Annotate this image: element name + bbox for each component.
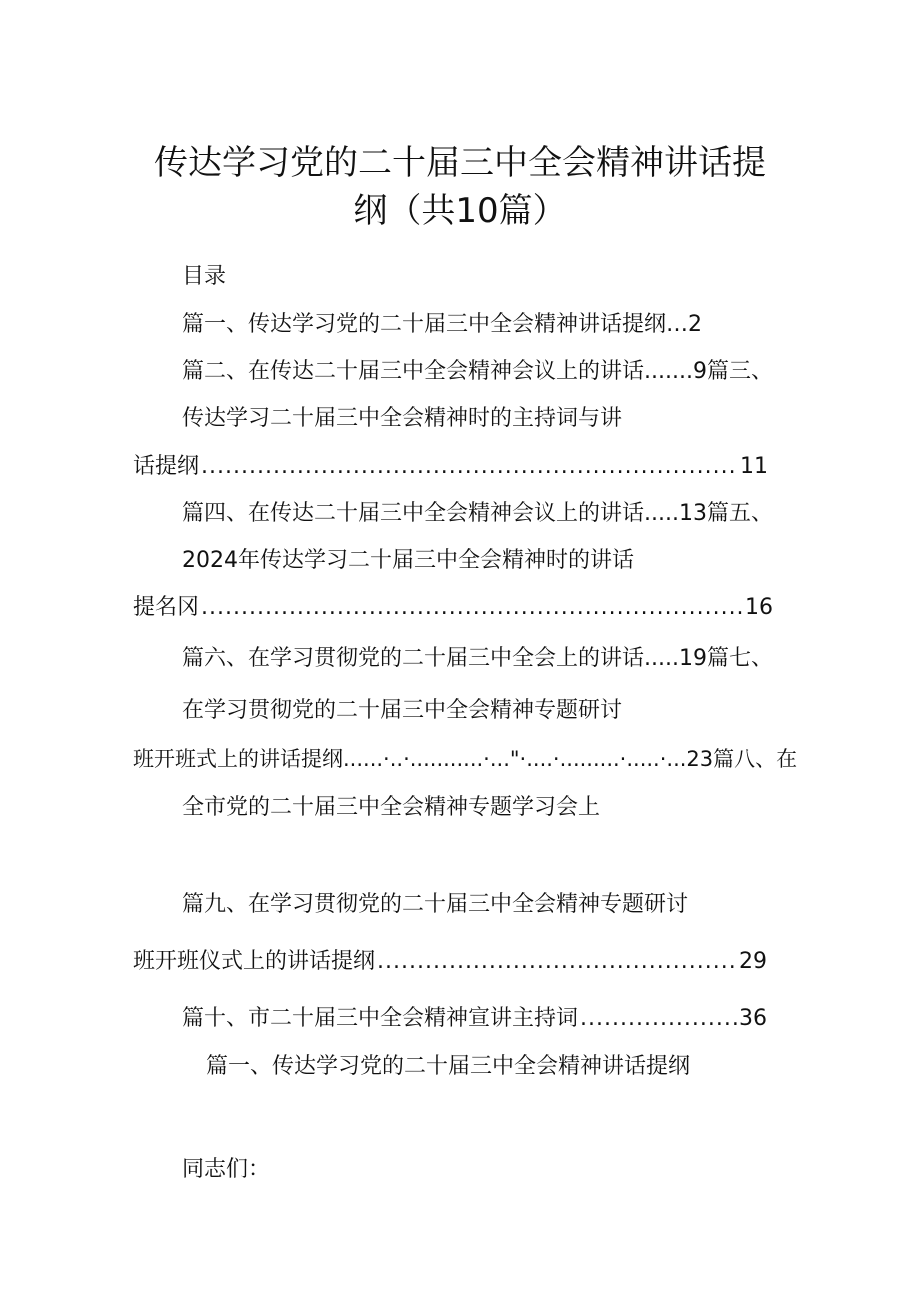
toc-leader-dots bbox=[201, 453, 738, 481]
toc-entry-3-line-2 bbox=[133, 453, 768, 481]
toc-leader-dots bbox=[377, 948, 737, 976]
toc-entry-5-line-1: 2024年传达学习二十届三中全会精神时的讲话 bbox=[182, 548, 634, 573]
toc-entry-3-line-1: 传达学习二十届三中全会精神时的主持词与讲 bbox=[182, 406, 623, 431]
toc-entry-7-line-2: 班开班式上的讲话提纲......·..·...........·..."·....·.........·.....·...23篇八、在 bbox=[133, 747, 798, 771]
toc-entry-9-line-2 bbox=[133, 948, 767, 976]
salutation: 同志们： bbox=[182, 1157, 271, 1182]
toc-entry-10-text: 篇十、市二十届三中全会精神宣讲主持词 bbox=[182, 1006, 579, 1031]
toc-entry-4: 篇四、在传达二十届三中全会精神会议上的讲话.....13篇五、 bbox=[182, 501, 773, 526]
toc-entry-9-text: 班开班仪式上的讲话提纲 bbox=[133, 949, 376, 974]
section-title: 篇一、传达学习党的二十届三中全会精神讲话提纲 bbox=[206, 1054, 691, 1079]
toc-entry-8-line-1: 全市党的二十届三中全会精神专题学习会上 bbox=[182, 795, 601, 820]
toc-entry-6: 篇六、在学习贯彻党的二十届三中全会上的讲话.....19篇七、 bbox=[182, 646, 773, 671]
toc-leader-dots bbox=[580, 1005, 737, 1033]
toc-heading: 目录 bbox=[182, 264, 227, 289]
toc-leader-dots bbox=[201, 594, 743, 622]
toc-entry-2: 篇二、在传达二十届三中全会精神会议上的讲话.......9篇三、 bbox=[182, 359, 773, 384]
toc-entry-10-page: 36 bbox=[739, 1006, 767, 1031]
toc-entry-5-line-2 bbox=[133, 594, 773, 622]
toc-entry-9-line-1: 篇九、在学习贯彻党的二十届三中全会精神专题研讨 bbox=[182, 892, 689, 917]
document-title-line-2: 纲（共10篇） bbox=[353, 191, 567, 231]
toc-entry-10 bbox=[182, 1005, 767, 1033]
toc-entry-5-text: 提名冈 bbox=[133, 595, 200, 620]
toc-entry-5-page: 16 bbox=[745, 595, 773, 620]
document-title-line-1: 传达学习党的二十届三中全会精神讲话提 bbox=[154, 143, 766, 183]
toc-entry-9-page: 29 bbox=[739, 949, 767, 974]
toc-entry-3-text: 话提纲 bbox=[133, 454, 200, 479]
toc-entry-1: 篇一、传达学习党的二十届三中全会精神讲话提纲…2 bbox=[182, 312, 702, 337]
toc-entry-3-page: 11 bbox=[740, 454, 768, 479]
toc-entry-7-line-1: 在学习贯彻党的二十届三中全会精神专题研讨 bbox=[182, 698, 623, 723]
